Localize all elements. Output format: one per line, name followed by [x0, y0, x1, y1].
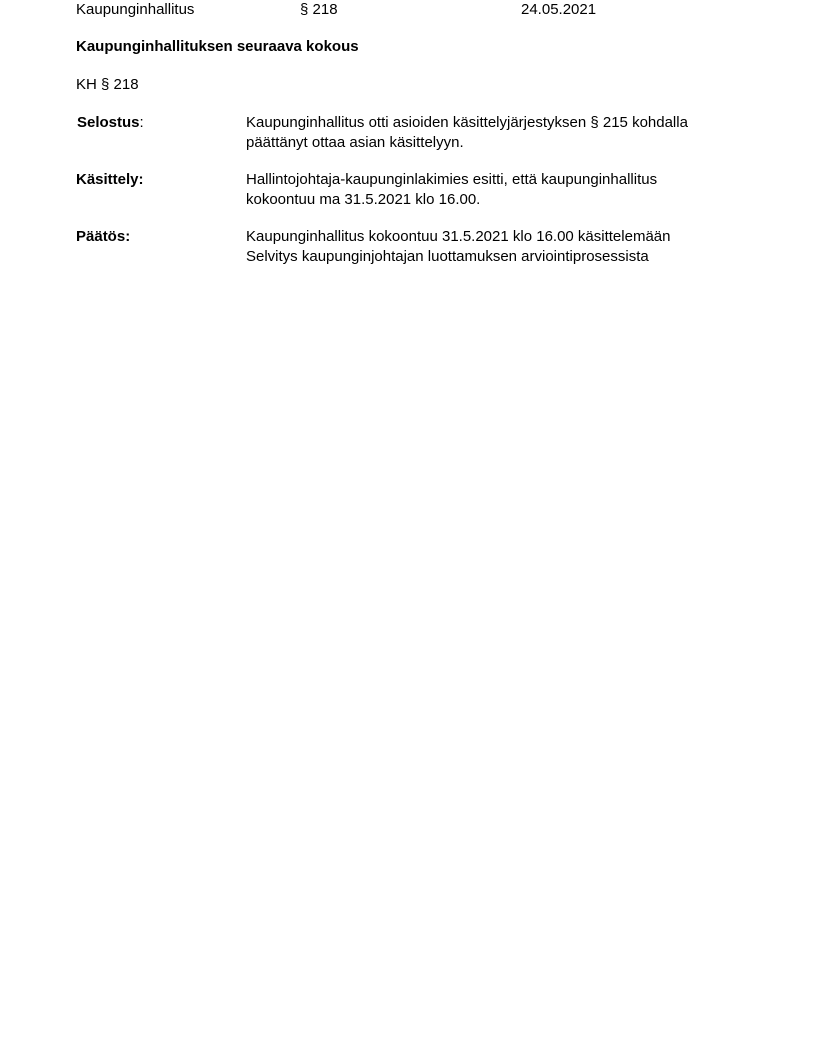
selostus-label-bold: Selostus — [77, 114, 140, 131]
page-title: Kaupunginhallituksen seuraava kokous — [76, 38, 359, 55]
paatos-line-2: Selvitys kaupunginjohtajan luottamuksen arviointiprosessista — [246, 248, 649, 265]
selostus-label-suffix: : — [139, 114, 144, 131]
reference-number: KH § 218 — [76, 76, 139, 93]
paatos-line-1: Kaupunginhallitus kokoontuu 31.5.2021 klo 16.00 käsittelemään — [246, 228, 671, 245]
paatos-label-bold: Päätös: — [76, 228, 131, 245]
header-organ: Kaupunginhallitus — [76, 1, 195, 18]
selostus-label — [77, 113, 144, 133]
kasittely-label — [76, 170, 144, 190]
kasittely-label-bold: Käsittely: — [76, 171, 144, 188]
selostus-line-1: Kaupunginhallitus otti asioiden käsittelyjärjestyksen § 215 kohdalla — [246, 114, 688, 131]
paatos-label — [76, 227, 130, 247]
selostus-text — [246, 113, 766, 153]
header-section: § 218 — [300, 1, 338, 18]
kasittely-text — [246, 170, 766, 210]
kasittely-line-1: Hallintojohtaja-kaupunginlakimies esitti, että kaupunginhallitus — [246, 171, 658, 188]
header-date: 24.05.2021 — [521, 1, 597, 18]
kasittely-line-2: kokoontuu ma 31.5.2021 klo 16.00. — [246, 191, 481, 208]
paatos-text — [246, 227, 766, 267]
selostus-line-2: päättänyt ottaa asian käsittelyyn. — [246, 134, 464, 151]
